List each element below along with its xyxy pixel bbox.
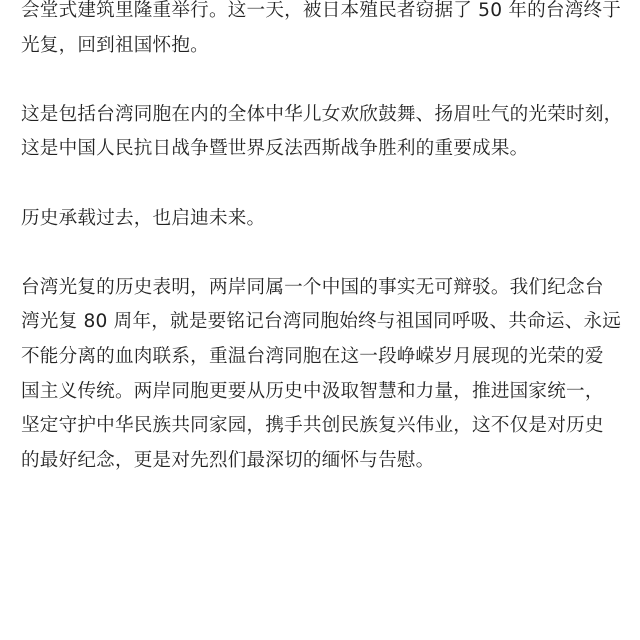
paragraph-spacer (21, 236, 621, 271)
paragraph-spacer (21, 63, 621, 98)
text-line: 历史承载过去，也启迪未来。 (21, 207, 266, 229)
article-body (21, 0, 621, 478)
text-line: 会堂式建筑里隆重举行。这一天，被日本殖民者窃据了 50 年的台湾终于 (21, 0, 622, 21)
text-line: 台湾光复的历史表明，两岸同属一个中国的事实无可辩驳。我们纪念台 (21, 276, 604, 298)
paragraph-2 (21, 98, 621, 167)
text-line: 这是中国人民抗日战争暨世界反法西斯战争胜利的重要成果。 (21, 138, 529, 160)
paragraph-4 (21, 271, 621, 479)
text-line: 的最好纪念，更是对先烈们最深切的缅怀与告慰。 (21, 449, 435, 471)
paragraph-spacer (21, 167, 621, 202)
paragraph-3 (21, 202, 621, 237)
paragraph-1 (21, 0, 621, 63)
text-line: 坚定守护中华民族共同家园，携手共创民族复兴伟业，这不仅是对历史 (21, 415, 604, 437)
text-line: 光复，回到祖国怀抱。 (21, 34, 209, 56)
text-line: 国主义传统。两岸同胞更要从历史中汲取智慧和力量，推进国家统一， (21, 380, 604, 402)
text-line: 湾光复 80 周年，就是要铭记台湾同胞始终与祖国同呼吸、共命运、永远 (21, 311, 622, 333)
text-line: 这是包括台湾同胞在内的全体中华儿女欢欣鼓舞、扬眉吐气的光荣时刻， (21, 103, 623, 125)
text-line: 不能分离的血肉联系，重温台湾同胞在这一段峥嵘岁月展现的光荣的爱 (21, 345, 604, 367)
